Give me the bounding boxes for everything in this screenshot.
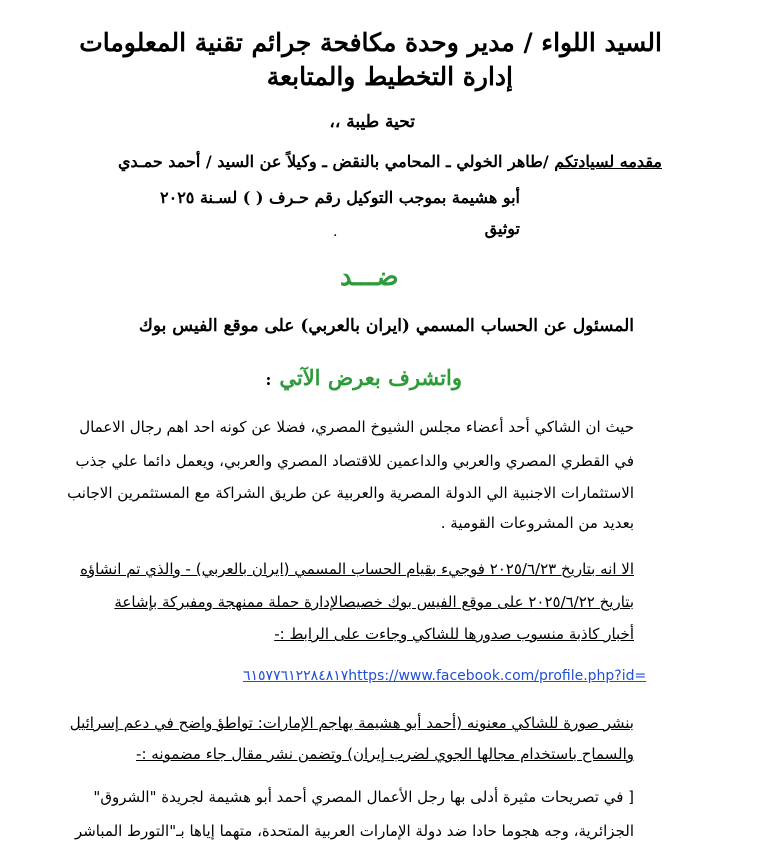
body-line-3: الاستثمارات الاجنبية الي الدولة المصرية والعربية عن طريق الشراكة مع المستثمرين الاجانب <box>67 484 634 502</box>
body-line-11: الجزائرية، وجه هجوما حادا ضد دولة الإمارات العربية المتحدة، متهما إياها بـ"التورط المباشر <box>74 822 634 840</box>
intro-dot: . <box>333 224 338 240</box>
greeting: تحية طيبة ،، <box>329 112 415 132</box>
intro-line-1-text: /طاهر الخولي ـ المحامي بالنقض ـ وكيلاً عن السيد / أحمد حمـدي <box>117 152 555 171</box>
body-line-6: بتاريخ ٢٠٢٥/٦/٢٢ على موقع الفيس بوك خصيصالإدارة حملة ممنهجة ومفبركة بإشاعة <box>114 593 634 611</box>
addressee-heading: السيد اللواء / مدير وحدة مكافحة جرائم تقنية المعلومات <box>79 28 662 57</box>
link-url: https://www.facebook.com/profile.php?id= <box>348 668 647 684</box>
facebook-profile-link[interactable] <box>243 668 646 684</box>
intro-line-3: توثيق <box>484 219 520 238</box>
against-heading: ضـــد <box>340 262 399 292</box>
body-line-10: [ في تصريحات مثيرة أدلى بها رجل الأعمال المصري أحمد أبو هشيمة لجريدة "الشروق" <box>93 788 634 806</box>
body-line-2: في القطري المصري والعربي والداعمين للاقتصاد المصري والعربي، ويعمل دائما علي جذب <box>75 452 634 470</box>
intro-line-2: أبو هشيمة بموجب التوكيل رقم حـرف ( ) لسـنة ٢٠٢٥ <box>160 188 520 207</box>
body-line-4: بعديد من المشروعات القومية . <box>440 514 634 532</box>
honor-text: واتشرف بعرض الآتي <box>279 365 462 390</box>
intro-line-1 <box>118 152 662 171</box>
defendant-line: المسئول عن الحساب المسمي (ايران بالعربي) على موقع الفيس بوك <box>138 316 634 336</box>
body-line-1: حيث ان الشاكي أحد أعضاء مجلس الشيوخ المصري، فضلا عن كونه احد اهم رجال الاعمال <box>79 418 634 436</box>
link-id: ٦١٥٧٧٦١٢٢٨٤٨١٧ <box>243 668 349 684</box>
department-heading: إدارة التخطيط والمتابعة <box>266 62 513 91</box>
body-line-5: الا انه بتاريخ ٢٠٢٥/٦/٢٣ فوجيء بقيام الحساب المسمي (ايران بالعربي) - والذي تم انشاؤه <box>80 560 634 578</box>
body-line-7: أخبار كاذبة منسوب صدورها للشاكي وجاءت على الرابط :- <box>274 625 634 643</box>
honor-colon: : <box>265 370 272 389</box>
body-line-9: والسماح باستخدام مجالها الجوي لضرب إيران) وتضمن نشر مقال جاء مضمونه :- <box>136 745 634 763</box>
body-line-8: بنشر صورة للشاكي معنونه (أحمد أبو هشيمة يهاجم الإمارات: تواطؤ واضح في دعم إسرائيل <box>69 714 634 732</box>
intro-label: مقدمه لسيادتكم <box>554 152 662 171</box>
honor-heading <box>265 365 462 390</box>
